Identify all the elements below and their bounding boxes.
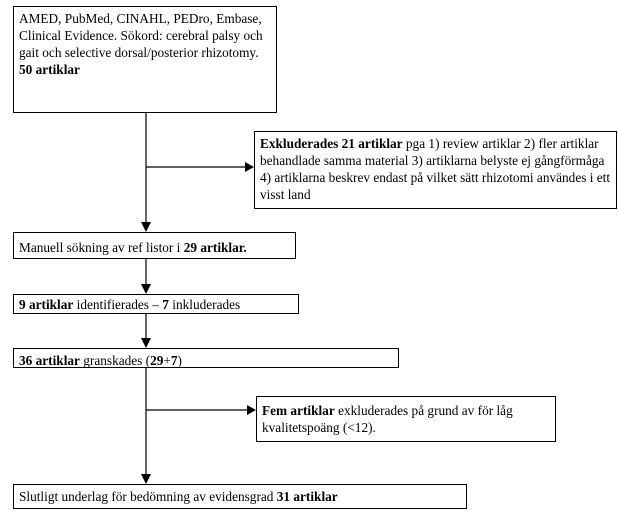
- arrowhead-to-final: [141, 474, 151, 484]
- search-strategy-text: AMED, PubMed, CINAHL, PEDro, Embase, Clinical Evidence. Sökord: cerebral palsy och gait och selective dorsal/posterior rhizotomy.: [19, 11, 263, 60]
- included-text: inkluderades: [168, 297, 241, 312]
- exclusion-count: Exkluderades 21 artiklar: [260, 136, 403, 151]
- identified-box: [13, 294, 299, 314]
- reviewed-plus: +: [163, 353, 171, 368]
- exclusion-reasons: pga 1) review artiklar 2) fler artiklar behandlade samma material 3) artiklarna belyste ej gångförmåga 4) artiklarna beskrev endast på vilket sätt rhizotomi användes i ett visst land: [260, 136, 611, 202]
- identified-count: 9 artiklar: [19, 297, 74, 312]
- arrowhead-to-identified: [141, 284, 151, 294]
- quality-exclusion-count: Fem artiklar: [262, 403, 335, 418]
- arrowhead-to-manual: [141, 222, 151, 232]
- arrowhead-to-reviewed: [141, 338, 151, 348]
- final-count: 31 artiklar: [276, 489, 338, 504]
- reviewed-text: granskades (: [79, 353, 151, 368]
- reviewed-part-b: 7: [170, 353, 178, 368]
- included-count: 7: [162, 297, 169, 312]
- identified-text: identifierades –: [73, 297, 163, 312]
- search-strategy-box: [13, 6, 277, 113]
- reviewed-close: ): [177, 353, 182, 368]
- reviewed-box: [13, 348, 399, 368]
- manual-search-box: [13, 232, 296, 259]
- final-text: Slutligt underlag för bedömning av evidensgrad: [19, 489, 277, 504]
- arrowhead-to-quality: [247, 405, 256, 415]
- exclusion-box: [254, 131, 617, 209]
- arrowhead-to-exclusion: [245, 162, 254, 172]
- final-box: [13, 484, 467, 509]
- quality-exclusion-box: [256, 396, 556, 442]
- reviewed-part-a: 29: [150, 353, 164, 368]
- manual-search-count: 29 artiklar.: [183, 240, 247, 255]
- search-strategy-count: 50 artiklar: [19, 62, 80, 77]
- manual-search-text: Manuell sökning av ref listor i: [19, 240, 184, 255]
- reviewed-count: 36 artiklar: [19, 353, 80, 368]
- quality-exclusion-text: exkluderades på grund av för låg kvalitetspoäng (<12).: [262, 403, 513, 435]
